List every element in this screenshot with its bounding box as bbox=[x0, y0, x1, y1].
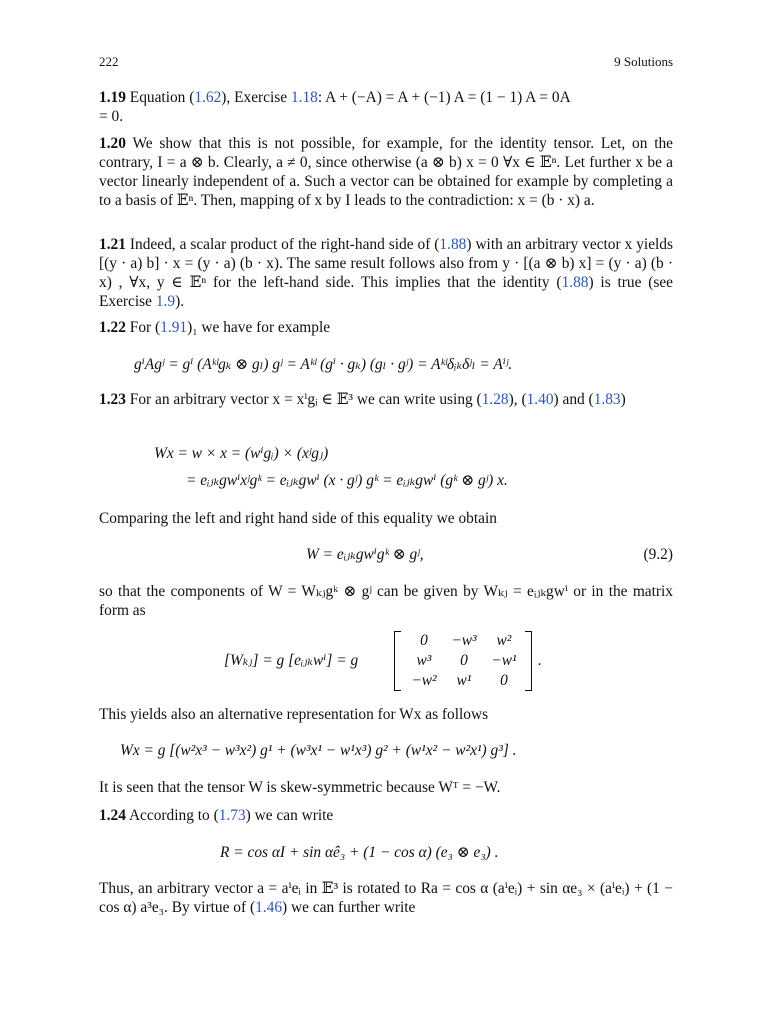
ref-link[interactable]: 1.9 bbox=[155, 293, 176, 310]
text: so that the components of W = Wₖⱼgᵏ ⊗ gʲ can be given by Wₖⱼ = eᵢⱼₖgwⁱ or in the matrix form as bbox=[99, 583, 673, 619]
text: Thus, an arbitrary vector a = aⁱeᵢ in 𝔼³ is rotated to Ra = cos α (aⁱeᵢ) + sin αe₃ × (aⁱeᵢ) + (1 − cos α) a³e₃. By virtue of ( bbox=[99, 880, 673, 916]
text: ), Exercise bbox=[221, 89, 291, 106]
paragraph bbox=[99, 582, 673, 620]
text: ), ( bbox=[508, 391, 527, 408]
text: Indeed, a scalar product of the right-hand side of ( bbox=[129, 236, 440, 253]
solution-label: 1.23 bbox=[99, 391, 126, 408]
equation: W = eᵢⱼₖgwⁱgᵏ ⊗ gʲ, bbox=[306, 546, 424, 563]
paragraph bbox=[99, 509, 673, 528]
text: For ( bbox=[129, 319, 161, 336]
solution-1-20 bbox=[99, 134, 673, 210]
solution-label: 1.20 bbox=[99, 135, 126, 152]
solution-1-24 bbox=[99, 806, 673, 825]
equation-end: . bbox=[538, 652, 542, 669]
solution-label: 1.22 bbox=[99, 319, 126, 336]
text: ) we can further write bbox=[282, 899, 416, 916]
text: This yields also an alternative representation for Wx as follows bbox=[99, 706, 489, 723]
equation: gⁱAgʲ = gⁱ (Aᵏˡgₖ ⊗ gₗ) gʲ = Aᵏˡ (gⁱ · gₖ) (gₗ · gʲ) = Aᵏˡδᵢₖδʲₗ = Aⁱʲ. bbox=[134, 356, 513, 373]
ref-link[interactable]: 1.62 bbox=[194, 89, 222, 106]
text: ) with an arbitrary vector x yields [(y · a) b] · x = (y · a) (b · x). The same result follows also from y · [(a ⊗ b) x] = (y · a) (b · x) , ∀x, y ∈ 𝔼ⁿ for the left-hand side. This implies that the identity ( bbox=[99, 236, 673, 291]
text: )₁ we have for example bbox=[187, 319, 331, 336]
text: = 0. bbox=[99, 108, 124, 125]
matrix-cell: w¹ bbox=[456, 672, 472, 689]
paragraph bbox=[99, 879, 673, 917]
equation-number: (9.2) bbox=[643, 546, 673, 563]
text: ). bbox=[175, 293, 185, 310]
solution-label: 1.21 bbox=[99, 236, 126, 253]
text: According to ( bbox=[128, 807, 219, 824]
ref-link[interactable]: 1.40 bbox=[526, 391, 554, 408]
text: It is seen that the tensor W is skew-symmetric because Wᵀ = −W. bbox=[99, 779, 501, 796]
solution-1-22 bbox=[99, 318, 673, 337]
page-header bbox=[99, 52, 673, 70]
matrix-cell: w² bbox=[496, 632, 512, 649]
matrix-cell: w³ bbox=[416, 652, 432, 669]
matrix-cell: 0 bbox=[500, 672, 508, 689]
text: ) bbox=[620, 391, 626, 408]
matrix bbox=[394, 631, 532, 691]
equation: Wx = w × x = (wⁱgᵢ) × (xʲgⱼ) bbox=[154, 445, 329, 462]
matrix-cell: −w³ bbox=[451, 632, 477, 649]
matrix-cell: −w² bbox=[411, 672, 437, 689]
text: : A + (−A) = A + (−1) A = (1 − 1) A = 0A bbox=[317, 89, 571, 106]
matrix-cell: −w¹ bbox=[491, 652, 517, 669]
solution-label: 1.24 bbox=[99, 807, 126, 824]
matrix-cell: 0 bbox=[420, 632, 428, 649]
paragraph bbox=[99, 705, 673, 724]
solution-label: 1.19 bbox=[99, 89, 126, 106]
text: ) we can write bbox=[245, 807, 334, 824]
left-bracket bbox=[394, 631, 401, 691]
text: Comparing the left and right hand side of this equality we obtain bbox=[99, 510, 497, 527]
text: For an arbitrary vector x = xⁱgᵢ ∈ 𝔼³ we can write using ( bbox=[129, 391, 482, 408]
ref-link[interactable]: 1.88 bbox=[561, 274, 589, 291]
right-bracket bbox=[525, 631, 532, 691]
text: ) is true (see Exercise bbox=[99, 274, 674, 310]
solution-1-23 bbox=[99, 390, 673, 409]
ref-link[interactable]: 1.91 bbox=[160, 319, 188, 336]
ref-link[interactable]: 1.88 bbox=[439, 236, 467, 253]
ref-link[interactable]: 1.46 bbox=[255, 899, 283, 916]
ref-link[interactable]: 1.73 bbox=[218, 807, 246, 824]
page-number: 222 bbox=[99, 54, 119, 69]
equation: R = cos αI + sin αê₃ + (1 − cos α) (e₃ ⊗ e₃) . bbox=[220, 844, 499, 861]
ref-link[interactable]: 1.18 bbox=[290, 89, 318, 106]
ref-link[interactable]: 1.83 bbox=[593, 391, 621, 408]
text: ) and ( bbox=[553, 391, 594, 408]
chapter-title: 9 Solutions bbox=[614, 54, 673, 69]
solution-1-19 bbox=[99, 88, 673, 126]
matrix-cell: 0 bbox=[460, 652, 468, 669]
paragraph bbox=[99, 778, 673, 797]
text: Equation ( bbox=[129, 89, 195, 106]
text: We show that this is not possible, for example, for the identity tensor. Let, on the contrary, I = a ⊗ b. Clearly, a ≠ 0, since otherwise (a ⊗ b) x = 0 ∀x ∈ 𝔼ⁿ. Let further x be a vector linearly independent of a. Such a vector can be obtained for example by completing a to a basis of 𝔼ⁿ. Then, mapping of x by I leads to the contradiction: x = (b · x) a. bbox=[99, 135, 673, 209]
equation: [Wₖⱼ] = g [eᵢⱼₖwⁱ] = g bbox=[224, 652, 359, 669]
ref-link[interactable]: 1.28 bbox=[481, 391, 509, 408]
solution-1-21 bbox=[99, 235, 673, 311]
equation: = eᵢⱼₖgwⁱxʲgᵏ = eᵢⱼₖgwⁱ (x · gʲ) gᵏ = eᵢⱼₖgwⁱ (gᵏ ⊗ gʲ) x. bbox=[186, 472, 508, 489]
equation: Wx = g [(w²x³ − w³x²) g¹ + (w³x¹ − w¹x³) g² + (w¹x² − w²x¹) g³] . bbox=[120, 742, 517, 759]
